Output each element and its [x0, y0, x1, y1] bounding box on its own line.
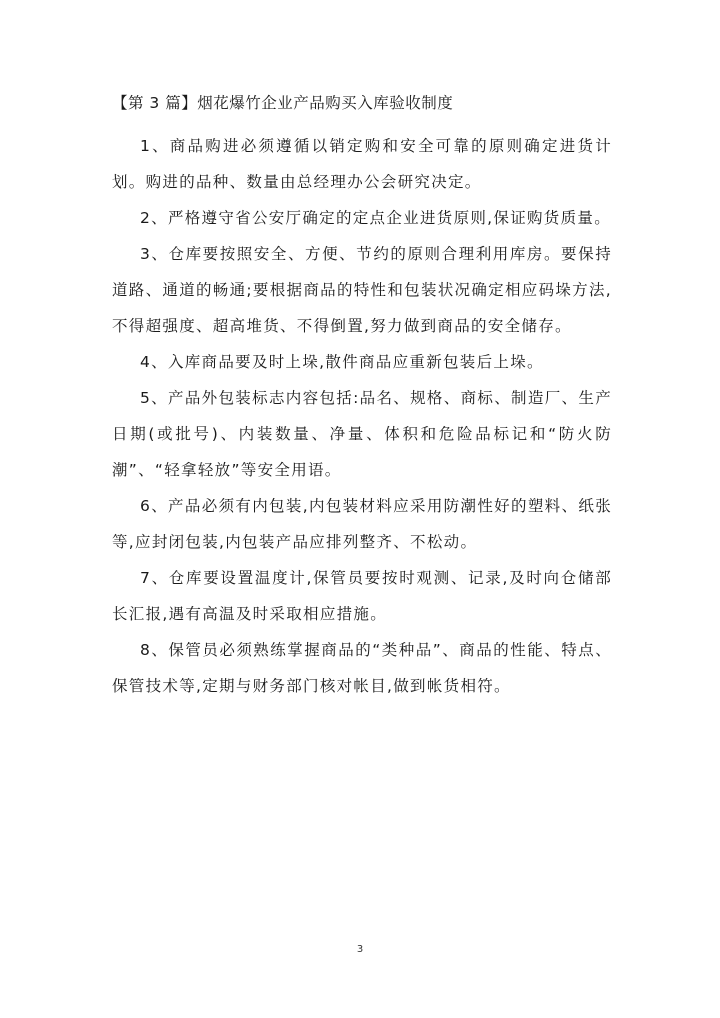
- paragraph-6: 6、产品必须有内包装,内包装材料应采用防潮性好的塑料、纸张等,应封闭包装,内包装产品应排列整齐、不松动。: [112, 497, 612, 551]
- paragraph-1: 1、商品购进必须遵循以销定购和安全可靠的原则确定进货计划。购进的品种、数量由总经理办公会研究决定。: [112, 137, 612, 191]
- paragraph-5: 5、产品外包装标志内容包括:品名、规格、商标、制造厂、生产日期(或批号)、内装数量、净量、体积和危险品标记和“防火防潮”、“轻拿轻放”等安全用语。: [112, 389, 612, 479]
- paragraph-4: 4、入库商品要及时上垛,散件商品应重新包装后上垛。: [140, 353, 544, 371]
- paragraph-8: 8、保管员必须熟练掌握商品的“类种品”、商品的性能、特点、保管技术等,定期与财务部门核对帐目,做到帐货相符。: [112, 641, 612, 695]
- paragraph-3: 3、仓库要按照安全、方便、节约的原则合理利用库房。要保持道路、通道的畅通;要根据商品的特性和包装状况确定相应码垛方法,不得超强度、超高堆货、不得倒置,努力做到商品的安全储存。: [112, 245, 612, 335]
- page-number: 3: [356, 944, 364, 955]
- document-body: [112, 92, 612, 704]
- paragraph-7: 7、仓库要设置温度计,保管员要按时观测、记录,及时向仓储部长汇报,遇有高温及时采取相应措施。: [112, 569, 612, 623]
- paragraph-2: 2、严格遵守省公安厅确定的定点企业进货原则,保证购货质量。: [140, 209, 611, 227]
- document-title: 【第 3 篇】烟花爆竹企业产品购买入库验收制度: [112, 94, 454, 112]
